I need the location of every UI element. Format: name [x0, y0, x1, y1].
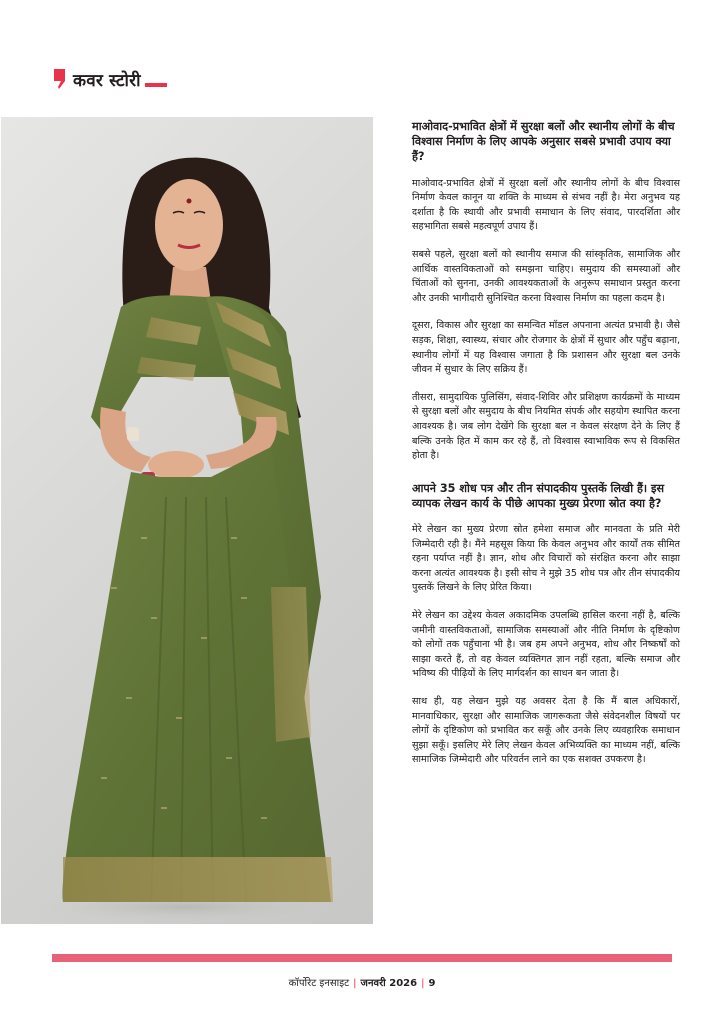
saree-border: [63, 857, 333, 902]
question-2: आपने 35 शोध पत्र और तीन संपादकीय पुस्तकें लिखी हैं। इस व्यापक लेखन कार्य के पीछे आपका मुख्य प्रेरणा स्रोत क्या है?: [412, 481, 665, 510]
face: [155, 179, 223, 271]
answer-2-paragraph-2: मेरे लेखन का उद्देश्य केवल अकादमिक उपलब्धि हासिल करना नहीं है, बल्कि जमीनी वास्तविकताओं, सामाजिक समस्याओं और नीति निर्माण के दृष्टिकोण को लोगों तक पहुँचाना भी है। जब हम अपने अनुभव, शोध और निष्कर्षों को साझा करते हैं, तो वह केवल व्यक्तिगत ज्ञान नहीं रहता, बल्कि समाज और भविष्य की पीढ़ियों के लिए मार्गदर्शन का साधन बन जाता है।: [412, 610, 680, 680]
article-column: [412, 119, 680, 781]
page-footer: [0, 975, 724, 989]
section-label: कवर स्टोरी: [73, 70, 141, 91]
answer-1-paragraph-4: तीसरा, सामुदायिक पुलिसिंग, संवाद-शिविर और प्रशिक्षण कार्यक्रमों के माध्यम से सुरक्षा बलों और समुदाय के बीच नियमित संपर्क और सहयोग स्थापित करना आवश्यक है। जब लोग देखेंगे कि सुरक्षा बल न केवल संरक्षण देने के लिए हैं बल्कि उनके हित में काम कर रहे हैं, तो विश्वास स्वाभाविक रूप से विकसित होता है।: [412, 391, 680, 462]
answer-1-paragraph-3: दूसरा, विकास और सुरक्षा का समन्वित मॉडल अपनाना अत्यंत प्रभावी है। जैसे सड़क, शिक्षा, स्वास्थ्य, संचार और रोजगार के क्षेत्रों में सुधार और पहुँच बढ़ाना, स्थानीय लोगों में यह विश्वास जगाता है कि प्रशासन और सुरक्षा बल उनके जीवन में सुधार के लिए सक्रिय हैं।: [412, 320, 680, 376]
footer-accent-bar: [52, 954, 672, 962]
bangles: [127, 427, 139, 441]
footer-separator: |: [353, 978, 357, 989]
section-header: [53, 66, 167, 92]
magazine-name: कॉर्पोरेट इनसाइट: [288, 978, 350, 989]
issue-date: जनवरी 2026: [360, 978, 418, 989]
portrait-illustration: [1, 117, 373, 924]
question-1: माओवाद-प्रभावित क्षेत्रों में सुरक्षा बलों और स्थानीय लोगों के बीच विश्वास निर्माण के लिए आपके अनुसार सबसे प्रभावी उपाय क्या हैं?: [412, 120, 675, 164]
portrait-photo: [1, 117, 373, 924]
answer-2-paragraph-1: मेरे लेखन का मुख्य प्रेरणा स्रोत हमेशा समाज और मानवता के प्रति मेरी जिम्मेदारी रही है। मैंने महसूस किया कि केवल अनुभव और कार्यों तक सीमित रहना पर्याप्त नहीं है। ज्ञान, शोध और विचारों को संरक्षित करना और साझा करना अत्यंत आवश्यक है। इसी सोच ने मुझे 35 शोध पत्र और तीन संपादकीय पुस्तकें लिखने के लिए प्रेरित किया।: [412, 524, 680, 594]
answer-1-paragraph-1: माओवाद-प्रभावित क्षेत्रों में सुरक्षा बलों और स्थानीय लोगों के बीच विश्वास निर्माण केवल कानून या शक्ति के माध्यम से संभव नहीं है। मेरा अनुभव यह दर्शाता है कि स्थायी और प्रभावी समाधान के लिए संवाद, पारदर्शिता और सहभागिता सबसे महत्वपूर्ण उपाय हैं।: [412, 177, 680, 233]
answer-2-paragraph-3: साथ ही, यह लेखन मुझे यह अवसर देता है कि मैं बाल अधिकारों, मानवाधिकार, सुरक्षा और सामाजिक जागरूकता जैसे संवेदनशील विषयों पर लोगों के दृष्टिकोण को प्रभावित कर सकूँ और उनके लिए व्यवहारिक समाधान सुझा सकूँ। इसलिए मेरे लिए लेखन केवल अभिव्यक्ति का माध्यम नहीं, बल्कि सामाजिक जिम्मेदारी और परिवर्तन लाने का एक सशक्त उपकरण है।: [412, 696, 680, 766]
quote-mark-icon: [53, 67, 67, 91]
section-accent-bar: [145, 83, 167, 87]
footer-separator: |: [421, 978, 425, 989]
left-arm: [100, 407, 151, 472]
answer-1-paragraph-2: सबसे पहले, सुरक्षा बलों को स्थानीय समाज की सांस्कृतिक, सामाजिक और आर्थिक वास्तविकताओं को समझना चाहिए। समुदाय की समस्याओं और चिंताओं को सुनना, उनकी आवश्यकताओं के अनुरूप समाधान प्रस्तुत करना और उनकी भागीदारी सुनिश्चित करना विश्वास निर्माण का पहला कदम है।: [412, 248, 680, 304]
page-number: 9: [428, 978, 436, 989]
hands: [148, 451, 204, 479]
bindi: [187, 199, 192, 204]
